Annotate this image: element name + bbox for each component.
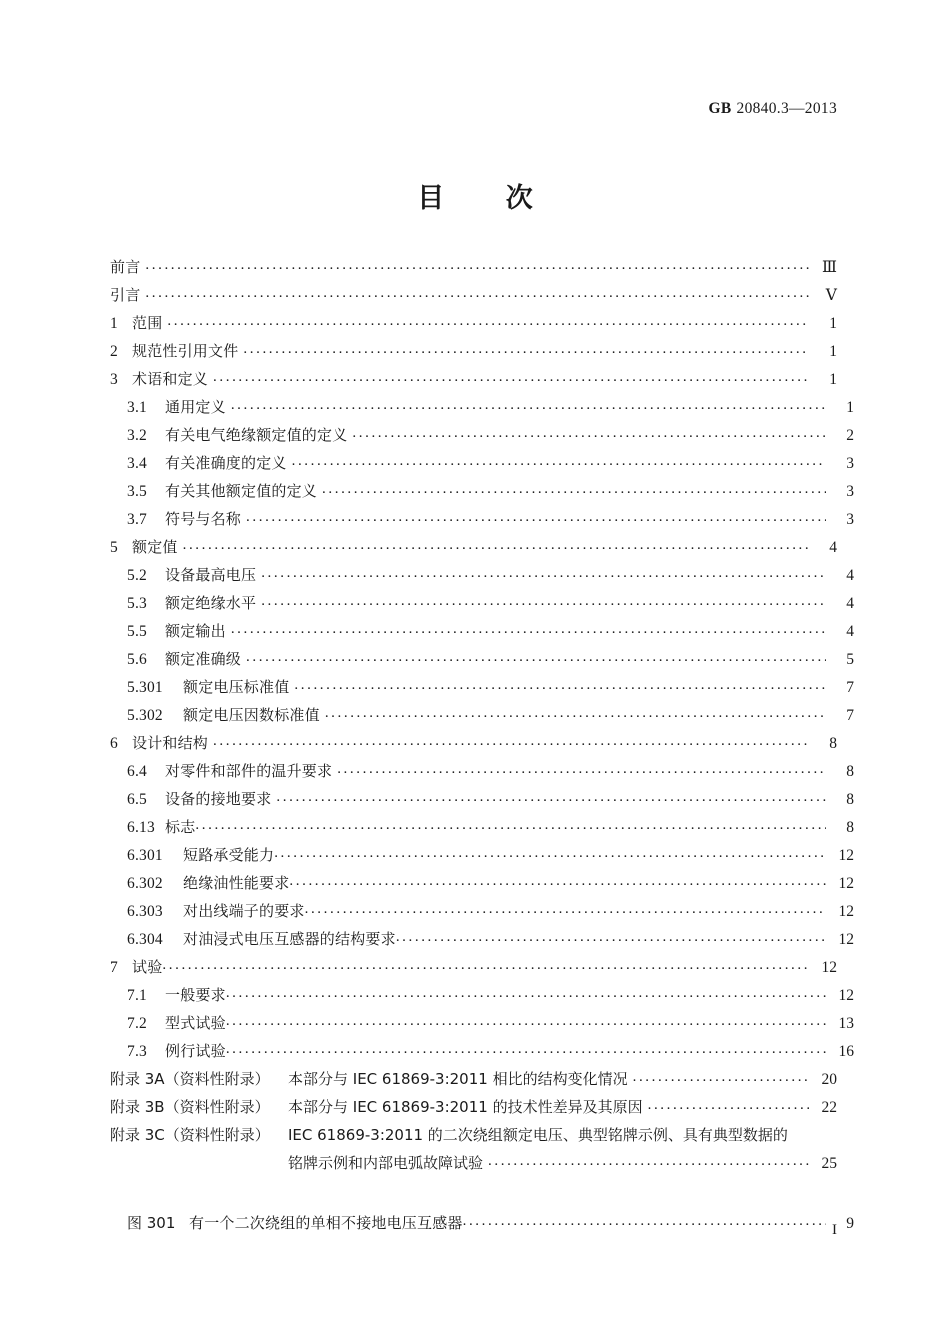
toc-figure-page: 9 [846,1215,854,1232]
toc-entry-page: 12 [838,875,854,892]
toc-leader-dots [261,593,826,610]
toc-leader-dots [294,677,826,694]
toc-entry[interactable] [110,872,854,900]
toc-entry[interactable] [110,648,854,676]
toc-entry-number: 5.3 [127,595,147,612]
toc-entry-number: 6.303 [127,903,163,920]
toc-entry-label: 前言 [110,258,141,276]
toc-entry-label: 例行试验 [165,1042,226,1060]
toc-entry-label: 额定电压因数标准值 [183,706,320,724]
toc-entry-page: 1 [846,399,854,416]
toc-entry-label: 设备的接地要求 [165,790,272,808]
toc-entry-page: 12 [838,847,854,864]
toc-leader-dots [463,1213,826,1230]
toc-leader-dots [145,285,809,302]
toc-appendix-entry-continuation[interactable] [110,1152,837,1180]
toc-entry-label: 规范性引用文件 [132,342,239,360]
toc-entry-label: 对零件和部件的温升要求 [165,762,333,780]
toc-appendix-page: 22 [821,1099,837,1116]
toc-entry-label: 术语和定义 [132,370,209,388]
toc-entry[interactable] [110,704,854,732]
toc-entry-page: 3 [846,483,854,500]
toc-entry-number: 1 [110,315,118,332]
toc-entry-number: 3 [110,371,118,388]
toc-entry[interactable] [110,676,854,704]
toc-entry-page: 8 [846,819,854,836]
table-of-contents [110,256,854,1240]
toc-entry-number: 3.4 [127,455,147,472]
toc-entry-page: 13 [838,1015,854,1032]
toc-entry-page: 1 [829,371,837,388]
toc-appendix-description-line2: 铭牌示例和内部电弧故障试验 [288,1154,484,1172]
toc-entry-number: 6.4 [127,763,147,780]
toc-entry[interactable] [110,900,854,928]
toc-entry-label: 额定绝缘水平 [165,594,257,612]
toc-entry-page: 4 [829,539,837,556]
toc-leader-dots [337,761,826,778]
toc-entry-number: 6.304 [127,931,163,948]
toc-entry[interactable] [110,256,837,284]
toc-leader-dots [322,481,826,498]
toc-entry-page: 8 [846,791,854,808]
toc-leader-dots [231,621,826,638]
toc-leader-dots [246,509,826,526]
toc-entry[interactable] [110,312,837,340]
page-title: 目 次 [417,183,559,214]
toc-entry-number: 7.3 [127,1043,147,1060]
toc-appendix-description: 本部分与 IEC 61869-3:2011 的技术性差异及其原因 [288,1098,643,1116]
toc-entry[interactable] [110,592,854,620]
toc-entry-label: 标志 [165,818,196,836]
toc-entry[interactable] [110,480,854,508]
toc-entry[interactable] [110,284,837,312]
toc-figure-list [110,1212,854,1240]
toc-entry-label: 范围 [132,314,163,332]
toc-entry-page: 1 [829,315,837,332]
toc-leader-dots [396,929,826,946]
toc-entry[interactable] [110,424,854,452]
toc-entry-number: 5 [110,539,118,556]
toc-entry[interactable] [110,732,837,760]
toc-entry[interactable] [110,816,854,844]
toc-entry-label: 符号与名称 [165,510,242,528]
toc-entry[interactable] [110,452,854,480]
toc-entry-label: 额定电压标准值 [183,678,290,696]
toc-entry-page: 16 [838,1043,854,1060]
toc-leader-dots [195,817,826,834]
toc-entry-page: 4 [846,567,854,584]
toc-entry-number: 6.302 [127,875,163,892]
toc-entry-page: 4 [846,595,854,612]
toc-leader-dots [243,341,809,358]
toc-entry-label: 型式试验 [165,1014,226,1032]
toc-leader-dots [352,425,826,442]
toc-figure-label: 有一个二次绕组的单相不接地电压互感器 [189,1214,463,1232]
toc-entry-number: 2 [110,343,118,360]
toc-leader-dots [167,313,809,330]
toc-leader-dots [226,985,826,1002]
toc-appendix-key: 附录 3C（资料性附录） [110,1126,270,1144]
toc-entry-page: 12 [838,931,854,948]
toc-entry-page: 3 [846,511,854,528]
toc-entry-page: Ⅴ [825,287,837,304]
toc-entry-number: 3.7 [127,511,147,528]
toc-entry-number: 5.301 [127,679,163,696]
toc-figure-key: 图 301 [127,1214,176,1232]
toc-leader-dots [305,901,826,918]
toc-leader-dots [213,733,809,750]
toc-entry-label: 有关准确度的定义 [165,454,287,472]
toc-entry[interactable] [110,396,854,424]
toc-entry-label: 短路承受能力 [183,846,275,864]
toc-appendix-list [110,1068,837,1180]
toc-entry[interactable] [110,508,854,536]
toc-leader-dots [274,845,826,862]
toc-entry-number: 7 [110,959,118,976]
toc-leader-dots [261,565,826,582]
toc-entry-page: Ⅲ [822,259,837,276]
toc-entry-label: 额定值 [132,538,178,556]
toc-leader-dots [183,537,809,554]
toc-entry[interactable] [110,788,854,816]
toc-entry-label: 试验 [132,958,163,976]
toc-entry-label: 额定输出 [165,622,226,640]
toc-entry[interactable] [110,956,837,984]
toc-entry-number: 6 [110,735,118,752]
toc-leader-dots [162,957,809,974]
toc-entry-page: 1 [829,343,837,360]
toc-entry-number: 3.1 [127,399,147,416]
toc-entry-page: 12 [838,987,854,1004]
toc-entry[interactable] [110,536,837,564]
toc-entry-page: 7 [846,679,854,696]
toc-entry[interactable] [110,1040,854,1068]
toc-leader-dots [226,1013,826,1030]
toc-entry-list [110,256,854,1068]
standard-prefix: GB [708,100,732,117]
toc-leader-dots [145,257,809,274]
toc-entry-number: 6.5 [127,791,147,808]
toc-entry[interactable] [110,620,854,648]
toc-entry-label: 额定准确级 [165,650,242,668]
toc-entry[interactable] [110,984,854,1012]
toc-entry-label: 有关其他额定值的定义 [165,482,318,500]
toc-entry-label: 对油浸式电压互感器的结构要求 [183,930,396,948]
toc-entry-number: 3.2 [127,427,147,444]
toc-entry-label: 设备最高电压 [165,566,257,584]
toc-entry-number: 3.5 [127,483,147,500]
toc-leader-dots [633,1069,809,1086]
toc-entry-label: 有关电气绝缘额定值的定义 [165,426,348,444]
toc-leader-dots [648,1097,809,1114]
toc-entry-page: 8 [829,735,837,752]
toc-leader-dots [213,369,809,386]
toc-entry-page: 3 [846,455,854,472]
toc-entry-label: 对出线端子的要求 [183,902,305,920]
toc-entry[interactable] [110,928,854,956]
toc-entry-number: 6.13 [127,819,155,836]
toc-leader-dots [226,1041,826,1058]
toc-appendix-page: 20 [821,1071,837,1088]
toc-leader-dots [325,705,826,722]
toc-entry[interactable] [110,1012,854,1040]
toc-entry[interactable] [110,368,837,396]
toc-entry-page: 7 [846,707,854,724]
toc-entry[interactable] [110,564,854,592]
toc-appendix-key: 附录 3A（资料性附录） [110,1070,270,1088]
footer-page-number: I [832,1222,837,1238]
toc-leader-dots [231,397,826,414]
toc-entry-label: 一般要求 [165,986,226,1004]
toc-appendix-entry[interactable] [110,1068,837,1096]
toc-entry[interactable] [110,760,854,788]
document-header [709,100,837,118]
toc-leader-dots [488,1153,809,1170]
toc-entry-label: 引言 [110,286,141,304]
toc-entry-number: 7.2 [127,1015,147,1032]
toc-entry-number: 5.5 [127,623,147,640]
toc-appendix-entry[interactable] [110,1096,837,1124]
toc-entry-number: 5.6 [127,651,147,668]
toc-appendix-page: 25 [821,1155,837,1172]
toc-entry-page: 12 [838,903,854,920]
toc-leader-dots [246,649,826,666]
toc-entry-page: 5 [846,651,854,668]
toc-leader-dots [292,453,826,470]
toc-entry-page: 4 [846,623,854,640]
toc-entry-number: 7.1 [127,987,147,1004]
toc-entry[interactable] [110,844,854,872]
toc-entry-number: 5.2 [127,567,147,584]
toc-entry-page: 12 [821,959,837,976]
toc-entry-label: 设计和结构 [132,734,209,752]
toc-appendix-description: 本部分与 IEC 61869-3:2011 相比的结构变化情况 [288,1070,628,1088]
toc-entry[interactable] [110,340,837,368]
toc-leader-dots [289,873,826,890]
toc-leader-dots [276,789,826,806]
toc-entry-number: 5.302 [127,707,163,724]
toc-entry-label: 绝缘油性能要求 [183,874,290,892]
toc-figure-entry[interactable] [110,1212,854,1240]
toc-entry-label: 通用定义 [165,398,226,416]
toc-entry-page: 2 [846,427,854,444]
toc-entry-page: 8 [846,763,854,780]
toc-entry-number: 6.301 [127,847,163,864]
toc-appendix-description-line1: IEC 61869-3:2011 的二次绕组额定电压、典型铭牌示例、具有典型数据的 [288,1126,788,1144]
toc-appendix-entry[interactable] [110,1124,837,1152]
toc-appendix-key: 附录 3B（资料性附录） [110,1098,270,1116]
standard-number: 20840.3—2013 [736,100,837,117]
